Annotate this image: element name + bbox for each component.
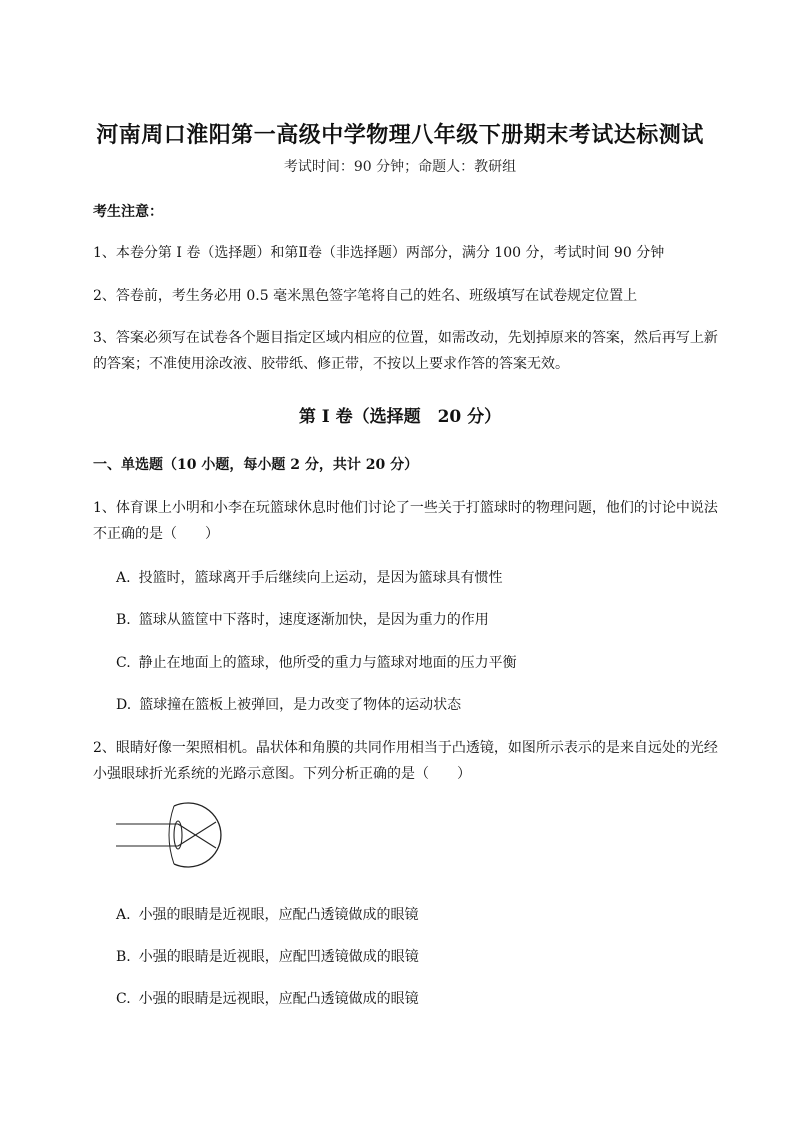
option-text: 小强的眼睛是远视眼，应配凸透镜做成的眼镜 xyxy=(138,991,419,1007)
notice-item-1: 1、本卷分第 I 卷（选择题）和第Ⅱ卷（非选择题）两部分，满分 100 分，考试时间 90 分钟 xyxy=(93,245,665,261)
question-2-stem: 2、眼睛好像一架照相机。晶状体和角膜的共同作用相当于凸透镜，如图所示表示的是来自远处的光经 xyxy=(93,740,718,756)
question-1-stem: 1、体育课上小明和小李在玩篮球休息时他们讨论了一些关于打篮球时的物理问题，他们的讨论中说法 xyxy=(93,500,718,516)
question-2-option-b[interactable] xyxy=(116,946,419,966)
option-letter: C. xyxy=(116,991,131,1007)
notice-item-2: 2、答卷前，考生务必用 0.5 毫米黑色签字笔将自己的姓名、班级填写在试卷规定位置上 xyxy=(93,288,638,304)
question-2-option-a[interactable] xyxy=(116,904,419,924)
option-text: 篮球撞在篮板上被弹回，是力改变了物体的运动状态 xyxy=(139,697,462,713)
question-1-option-a[interactable] xyxy=(116,567,503,587)
question-1-stem-cont: 不正确的是（ ） xyxy=(93,526,219,542)
notice-item-3-cont: 的答案；不准使用涂改液、胶带纸、修正带，不按以上要求作答的答案无效。 xyxy=(93,356,569,372)
question-1-option-c[interactable] xyxy=(116,652,517,672)
notice-heading: 考生注意： xyxy=(93,204,163,220)
option-letter: C. xyxy=(116,655,131,671)
question-2-stem-cont: 小强眼球折光系统的光路示意图。下列分析正确的是（ ） xyxy=(93,766,471,782)
option-letter: B. xyxy=(116,949,131,965)
question-1-option-b[interactable] xyxy=(116,609,489,629)
option-letter: A. xyxy=(116,570,131,586)
notice-item-3: 3、答案必须写在试卷各个题目指定区域内相应的位置，如需改动，先划掉原来的答案，然后再写上新 xyxy=(93,330,718,346)
option-text: 投篮时，篮球离开手后继续向上运动，是因为篮球具有惯性 xyxy=(138,570,503,586)
eye-diagram xyxy=(112,800,224,870)
question-2-option-c[interactable] xyxy=(116,988,419,1008)
question-1-option-d[interactable] xyxy=(116,694,461,714)
option-letter: B. xyxy=(116,612,131,628)
part-heading: 一、单选题（10 小题，每小题 2 分，共计 20 分） xyxy=(93,457,419,473)
exam-subtitle: 考试时间：90 分钟；命题人：教研组 xyxy=(283,159,517,175)
section-title: 第 I 卷（选择题 20 分） xyxy=(298,407,502,427)
option-text: 静止在地面上的篮球，他所受的重力与篮球对地面的压力平衡 xyxy=(138,655,517,671)
option-text: 篮球从篮筐中下落时，速度逐渐加快，是因为重力的作用 xyxy=(138,612,489,628)
option-text: 小强的眼睛是近视眼，应配凸透镜做成的眼镜 xyxy=(138,907,419,923)
option-letter: A. xyxy=(116,907,131,923)
option-text: 小强的眼睛是近视眼，应配凹透镜做成的眼镜 xyxy=(138,949,419,965)
exam-title: 河南周口淮阳第一高级中学物理八年级下册期末考试达标测试 xyxy=(96,122,704,148)
option-letter: D. xyxy=(116,697,132,713)
